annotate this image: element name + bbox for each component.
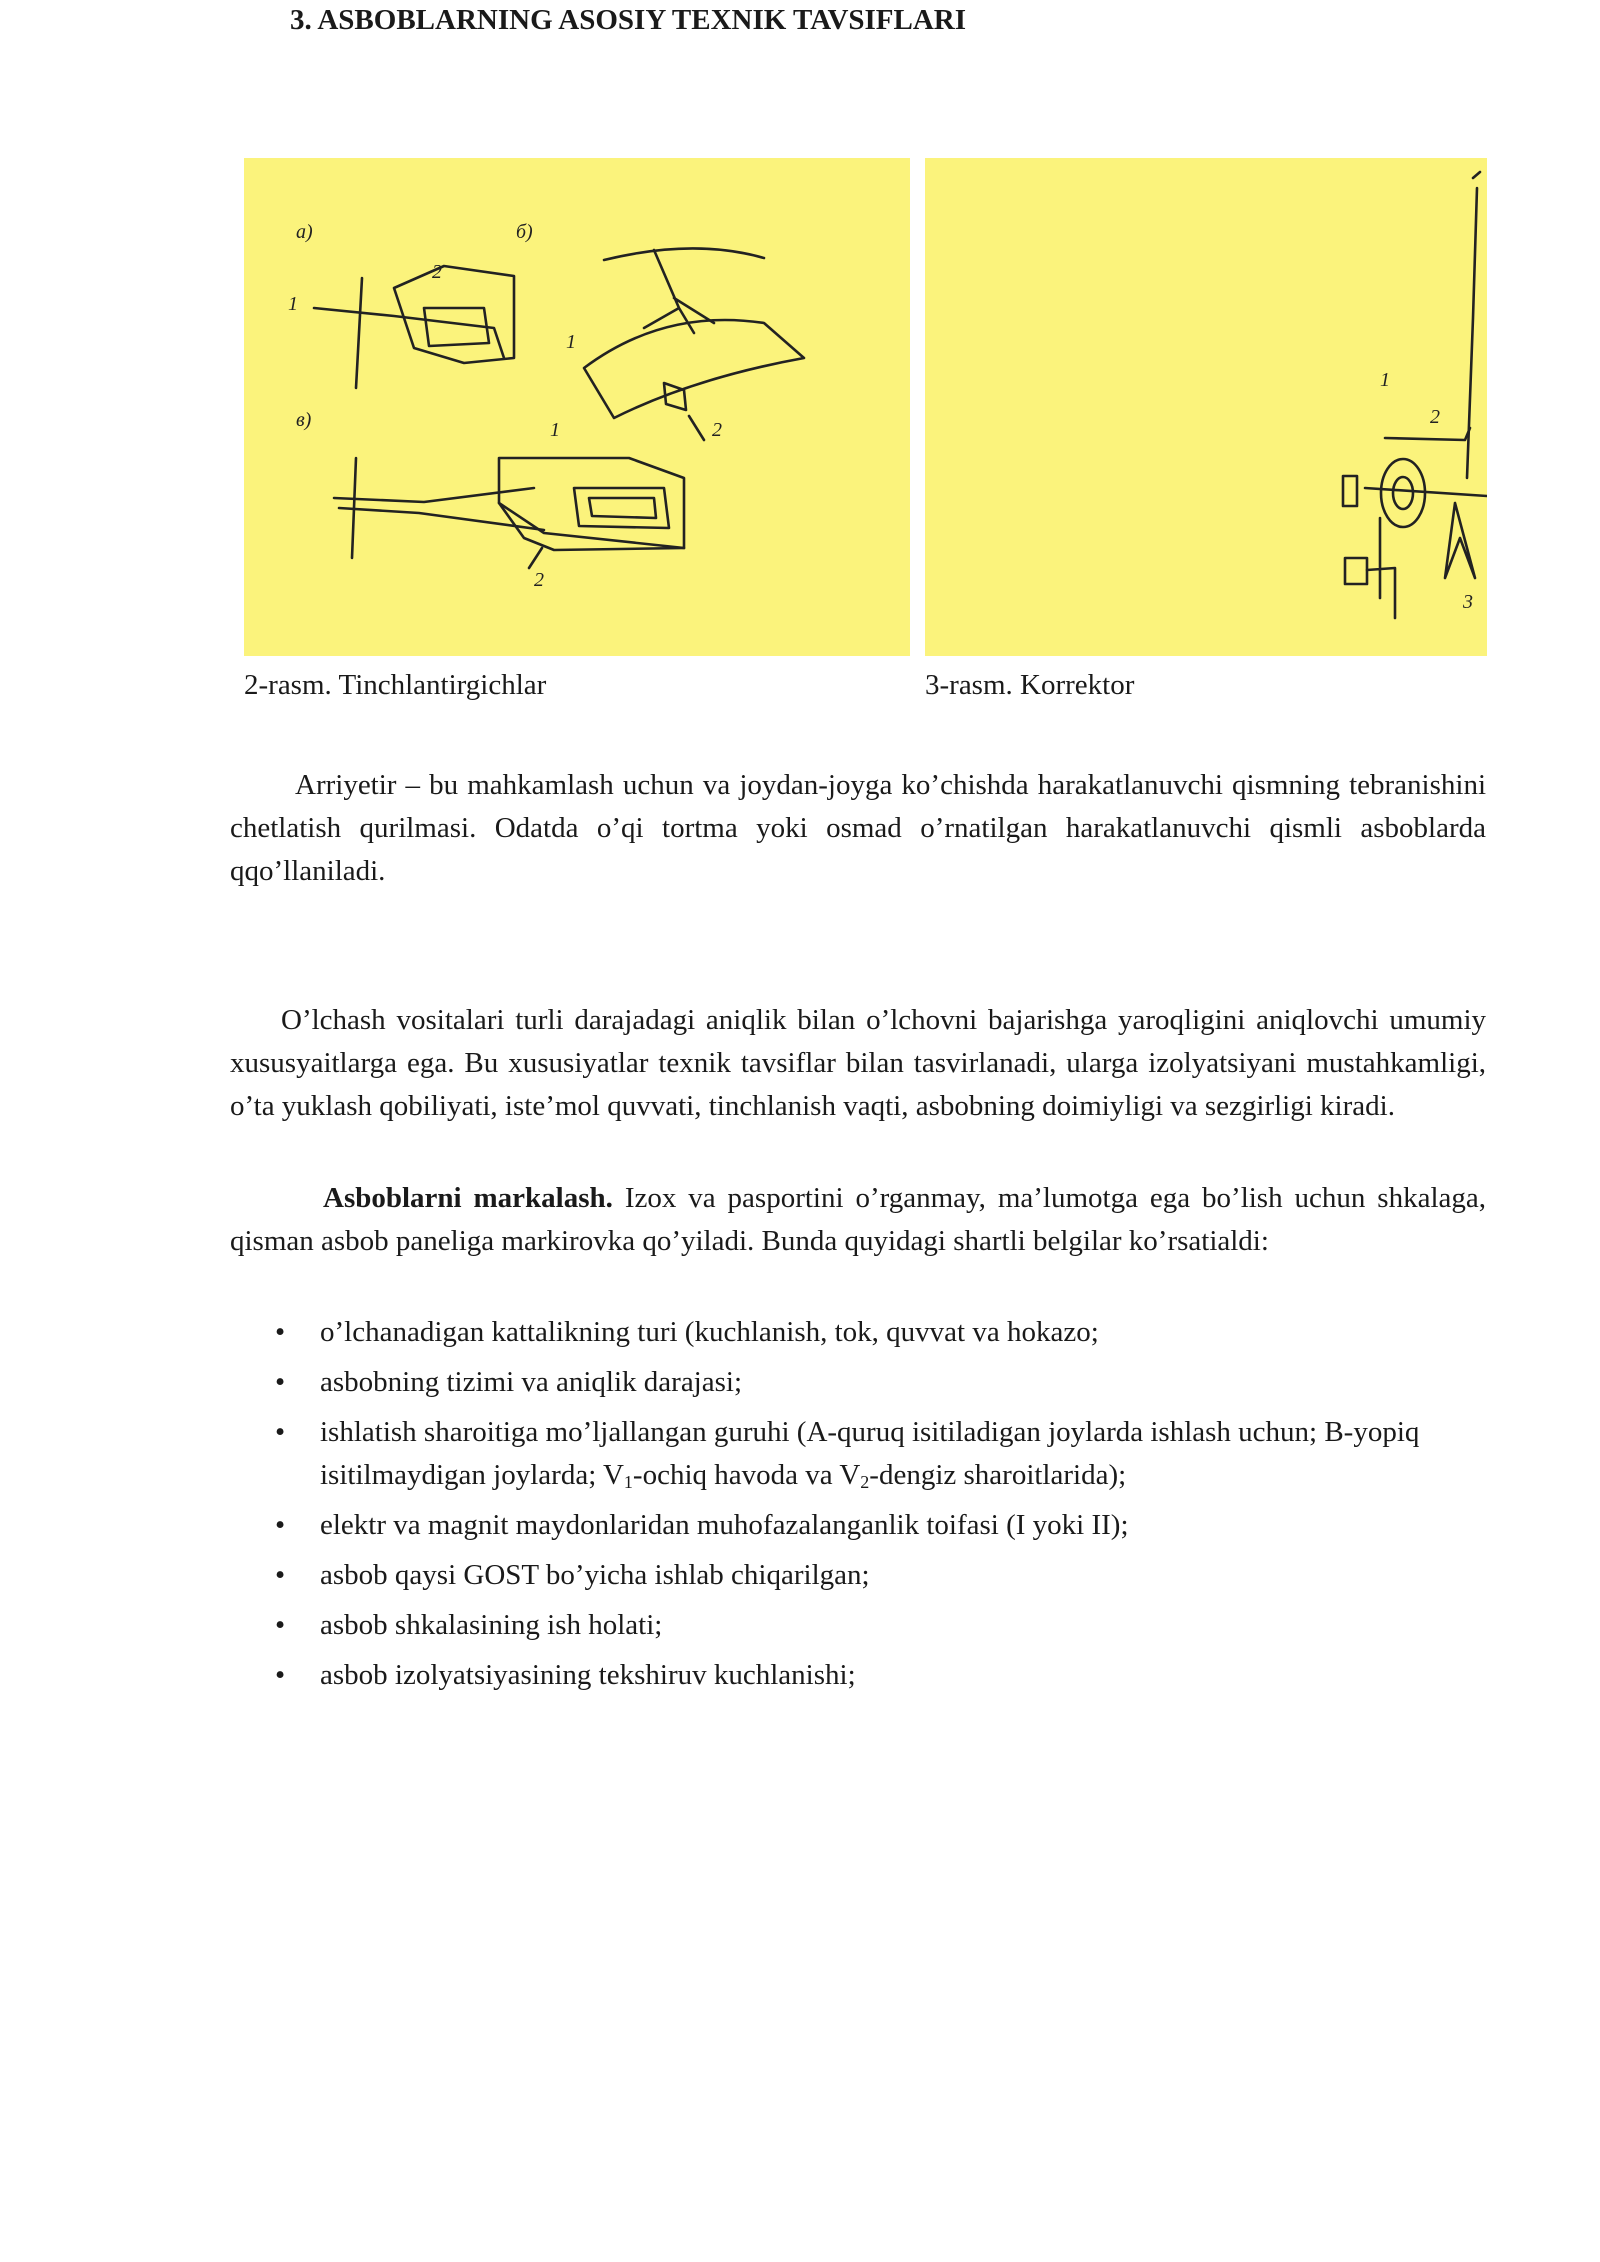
marking-list bbox=[230, 1311, 1486, 1704]
part-label: 2 bbox=[534, 569, 544, 591]
part-label: 1 bbox=[1380, 369, 1390, 391]
list-item-text: ishlatish sharoitiga mo’ljallangan guruhi (A-quruq isitiladigan joylarda ishlash uchun; B-yopiq isitilmaydigan joylarda; V bbox=[320, 1416, 1420, 1491]
part-label: 3 bbox=[1463, 591, 1473, 613]
panel-label-a: а) bbox=[296, 221, 313, 243]
part-label: 2 bbox=[432, 261, 442, 283]
paragraph-arretir: Arriyetir – bu mahkamlash uchun va joydan-joyga ko’chishda harakatlanuvchi qismning tebranishini chetlatish qurilmasi. Odatda o’qi tortma yoki osmad o’rnatilgan harakatlanuvchi qismli asboblarda qqo’llaniladi. bbox=[230, 769, 1486, 887]
list-item: • asbobning tizimi va aniqlik darajasi; bbox=[230, 1361, 1486, 1404]
figure-2-caption: 2-rasm. Tinchlantirgichlar bbox=[244, 669, 547, 701]
list-item-text: -ochiq havoda va V bbox=[632, 1459, 861, 1491]
part-label: 1 bbox=[288, 293, 298, 315]
paragraph-marking-text: Izox va pasportini o’rganmay, ma’lumotga ega bo’lish uchun shkalaga, qisman asbob paneliga markirovka qo’yiladi. Bunda quyidagi shartli belgilar ko’rsatialdi: bbox=[230, 1182, 1486, 1257]
part-label: 1 bbox=[566, 331, 576, 353]
list-item: • asbob qaysi GOST bo’yicha ishlab chiqarilgan; bbox=[230, 1554, 1486, 1597]
list-item: • asbob izolyatsiyasining tekshiruv kuchlanishi; bbox=[230, 1654, 1486, 1697]
part-label: 2 bbox=[712, 419, 722, 441]
list-item: • o’lchanadigan kattalikning turi (kuchlanish, tok, quvvat va hokazo; bbox=[230, 1311, 1486, 1354]
paragraph-marking-lead: Asboblarni markalash. bbox=[323, 1182, 613, 1214]
paragraph-marking bbox=[230, 1177, 1486, 1263]
part-label: 1 bbox=[550, 419, 560, 441]
figure-3-caption: 3-rasm. Korrektor bbox=[925, 669, 1135, 701]
figure-corrector-image bbox=[925, 158, 1487, 656]
paragraph-characteristics: O’lchash vositalari turli darajadagi aniqlik bilan o’lchovni bajarishga yaroqligini aniqlovchi umumiy xususyaitlarga ega. Bu xususiyatlar texnik tavsiflar bilan tasvirlanadi, ularga izolyatsiyani mustahkamligi, o’ta yuklash qobiliyati, iste’mol quvvati, tinchlanish vaqti, asbobning doimiyligi va sezgirligi kiradi. bbox=[230, 1004, 1486, 1122]
subscript: 2 bbox=[860, 1472, 870, 1492]
panel-label-v: в) bbox=[296, 409, 312, 431]
dampers-drawing bbox=[244, 158, 910, 656]
section-heading: 3. ASBOBLARNING ASOSIY TEXNIK TAVSIFLARI bbox=[289, 4, 967, 36]
subscript: 1 bbox=[623, 1472, 633, 1492]
corrector-drawing bbox=[925, 158, 1487, 656]
figure-dampers-image bbox=[244, 158, 910, 656]
list-item bbox=[230, 1411, 1486, 1497]
list-item-text: -dengiz sharoitlarida); bbox=[869, 1459, 1127, 1491]
panel-label-b: б) bbox=[516, 221, 533, 243]
list-item: • asbob shkalasining ish holati; bbox=[230, 1604, 1486, 1647]
part-label: 2 bbox=[1430, 406, 1440, 428]
list-item: • elektr va magnit maydonlaridan muhofazalanganlik toifasi (I yoki II); bbox=[230, 1504, 1486, 1547]
